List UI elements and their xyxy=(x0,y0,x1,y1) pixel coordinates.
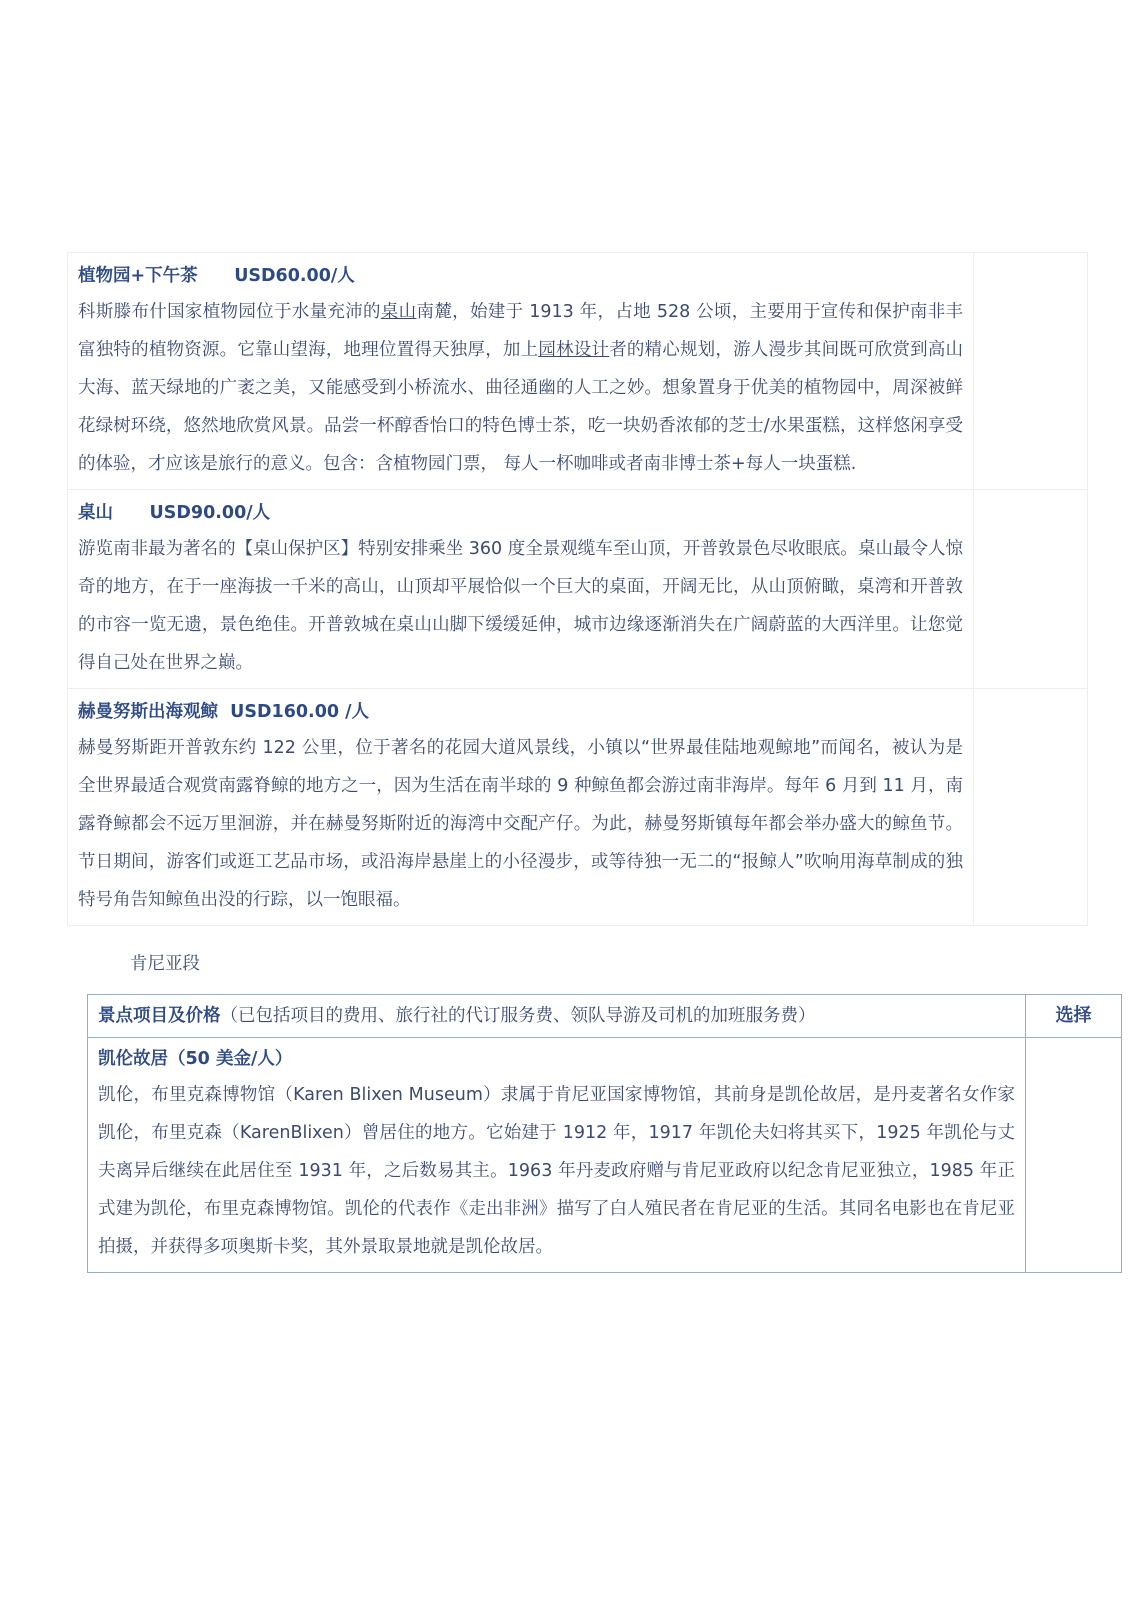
option-description: 游览南非最为著名的【桌山保护区】特别安排乘坐 360 度全景观缆车至山顶，开普敦景色尽收眼底。桌山最令人惊奇的地方，在于一座海拔一千米的高山，山顶却平展恰似一个巨大的桌面，开阔无比，从山顶俯瞰，桌湾和开普敦的市容一览无遗，景色绝佳。开普敦城在桌山山脚下缓缓延伸，城市边缘逐渐消失在广阔蔚蓝的大西洋里。让您觉得自己处在世界之巅。 xyxy=(78,539,963,673)
option-cell xyxy=(68,689,974,926)
desc-link-table-mountain[interactable]: 桌山 xyxy=(380,302,417,322)
kenya-options-table xyxy=(87,994,1122,1273)
option-cell xyxy=(68,490,974,689)
table-row xyxy=(68,490,1088,689)
option-title: 赫曼努斯出海观鲸 USD160.00 /人 xyxy=(78,702,370,722)
select-cell[interactable] xyxy=(974,253,1088,490)
table-row xyxy=(88,1038,1122,1273)
header-select: 选择 xyxy=(1026,995,1122,1038)
table-header-row xyxy=(88,995,1122,1038)
select-cell[interactable] xyxy=(1026,1038,1122,1273)
select-cell[interactable] xyxy=(974,490,1088,689)
table-row xyxy=(68,689,1088,926)
desc-text: 南麓，始建于 1913 年，占地 528 公顷，主要用于宣传和保护南非丰富独特的植物资源。它靠山望海，地理位置得天独厚，加上 xyxy=(78,302,964,360)
desc-text: 科斯滕布什国家植物园位于水量充沛的 xyxy=(78,302,381,322)
option-description: 凯伦，布里克森博物馆（Karen Blixen Museum）隶属于肯尼亚国家博物馆，其前身是凯伦故居，是丹麦著名女作家凯伦，布里克森（KarenBlixen）曾居住的地方。它始建于 1912 年，1917 年凯伦夫妇将其买下，1925 年凯伦与丈夫离异后继续在此居住至 1931 年，之后数易其主。1963 年丹麦政府赠与肯尼亚政府以纪念肯尼亚独立，1985 年正式建为凯伦，布里克森博物馆。凯伦的代表作《走出非洲》描写了白人殖民者在肯尼亚的生活。其同名电影也在肯尼亚拍摄，并获得多项奥斯卡奖，其外景取景地就是凯伦故居。 xyxy=(98,1085,1015,1257)
south-africa-options-table xyxy=(67,252,1088,926)
option-title: 植物园+下午茶 USD60.00/人 xyxy=(78,266,355,286)
table-row xyxy=(68,253,1088,490)
option-cell xyxy=(68,253,974,490)
option-title: 桌山 USD90.00/人 xyxy=(78,503,271,523)
header-title: 景点项目及价格 xyxy=(98,1006,221,1026)
kenya-section-label: 肯尼亚段 xyxy=(130,954,200,974)
header-cell xyxy=(88,995,1026,1038)
option-title: 凯伦故居（50 美金/人） xyxy=(98,1049,293,1069)
desc-link-garden-design[interactable]: 园林设计 xyxy=(538,340,610,360)
option-description: 赫曼努斯距开普敦东约 122 公里，位于著名的花园大道风景线，小镇以“世界最佳陆地观鲸地”而闻名，被认为是全世界最适合观赏南露脊鲸的地方之一，因为生活在南半球的 9 种鲸鱼都会游过南非海岸。每年 6 月到 11 月，南露脊鲸都会不远万里洄游，并在赫曼努斯附近的海湾中交配产仔。为此，赫曼努斯镇每年都会举办盛大的鲸鱼节。节日期间，游客们或逛工艺品市场，或沿海岸悬崖上的小径漫步，或等待独一无二的“报鲸人”吹响用海草制成的独特号角告知鲸鱼出没的行踪，以一饱眼福。 xyxy=(78,738,963,910)
option-cell xyxy=(88,1038,1026,1273)
option-description xyxy=(78,293,963,483)
select-cell[interactable] xyxy=(974,689,1088,926)
desc-text: 者的精心规划，游人漫步其间既可欣赏到高山大海、蓝天绿地的广袤之美，又能感受到小桥流水、曲径通幽的人工之妙。想象置身于优美的植物园中，周深被鲜花绿树环绕，悠然地欣赏风景。品尝一杯醇香怡口的特色博士茶，吃一块奶香浓郁的芝士/水果蛋糕，这样悠闲享受的体验，才应该是旅行的意义。包含：含植物园门票， 每人一杯咖啡或者南非博士茶+每人一块蛋糕. xyxy=(78,340,964,474)
header-note: （已包括项目的费用、旅行社的代订服务费、领队导游及司机的加班服务费） xyxy=(220,1006,816,1026)
